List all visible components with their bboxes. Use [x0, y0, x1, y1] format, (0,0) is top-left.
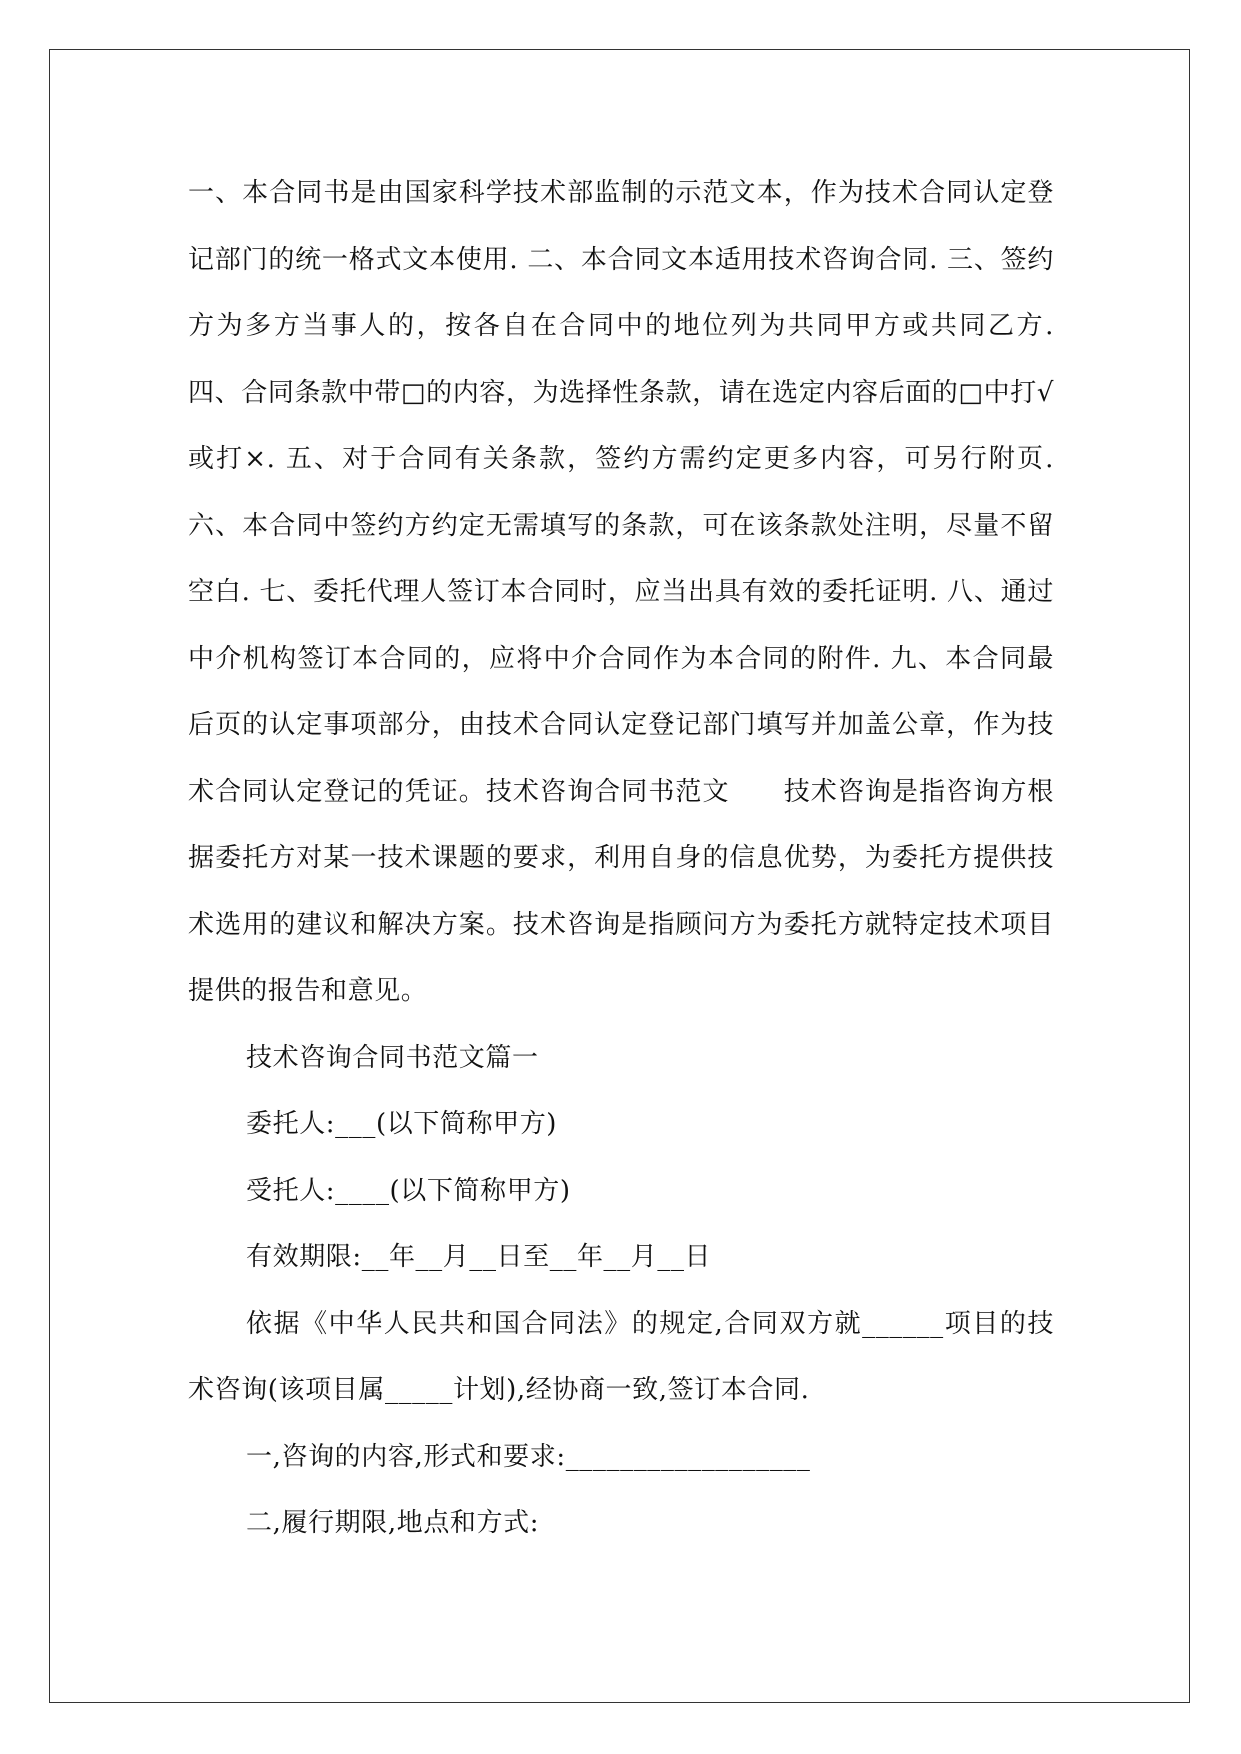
- validity-line: 有效期限:__年__月__日至__年__月__日: [246, 1242, 712, 1272]
- document-body: [188, 160, 1054, 1557]
- intro-paragraph: 一、本合同书是由国家科学技术部监制的示范文本，作为技术合同认定登记部门的统一格式文本使用. 二、本合同文本适用技术咨询合同. 三、签约方为多方当事人的，按各自在合同中的地位列为共同甲方或共同乙方. 四、合同条款中带□的内容，为选择性条款，请在选定内容后面的□中打√或打×. 五、对于合同有关条款，签约方需约定更多内容，可另行附页. 六、本合同中签约方约定无需填写的条款，可在该条款处注明，尽量不留空白. 七、委托代理人签订本合同时，应当出具有效的委托证明. 八、通过中介机构签订本合同的，应将中介合同作为本合同的附件. 九、本合同最后页的认定事项部分，由技术合同认定登记部门填写并加盖公章，作为技术合同认定登记的凭证。技术咨询合同书范文 技术咨询是指咨询方根据委托方对某一技术课题的要求，利用自身的信息优势，为委托方提供技术选用的建议和解决方案。技术咨询是指顾问方为委托方就特定技术项目提供的报告和意见。: [188, 178, 1054, 1006]
- section-title: 技术咨询合同书范文篇一: [246, 1042, 539, 1073]
- client-line: 委托人:___(以下简称甲方): [246, 1109, 558, 1139]
- trustee-line: 受托人:____(以下简称甲方): [246, 1175, 571, 1206]
- clause-two: 二,履行期限,地点和方式:: [246, 1508, 540, 1538]
- clause-one: 一,咨询的内容,形式和要求:__________________: [246, 1441, 811, 1472]
- basis-paragraph: 依据《中华人民共和国合同法》的规定,合同双方就______项目的技术咨询(该项目属_____计划),经协商一致,签订本合同.: [188, 1308, 1054, 1405]
